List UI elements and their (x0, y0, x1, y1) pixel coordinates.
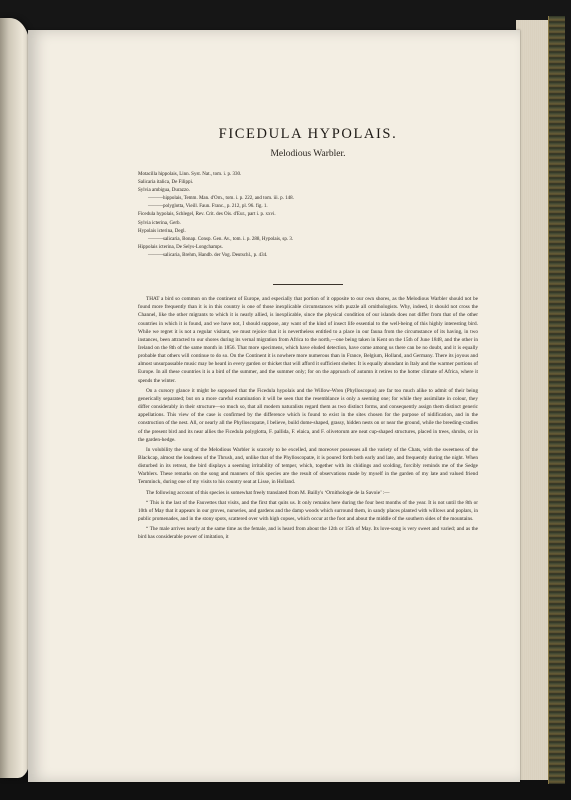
page-stack-edge (516, 20, 552, 780)
body-paragraph: The following account of this species is somewhat freely translated from M. Bailly's ‘Ornithologie de la Savoie’ :— (146, 489, 390, 496)
synonym-line: ——— salicaria, Bonap. Consp. Gen. Av., tom. i. p. 288, Hypolais, sp. 3. (138, 236, 478, 244)
previous-page-edge (0, 18, 30, 778)
synonym-list (138, 171, 478, 260)
decorative-spine-band (548, 16, 565, 784)
synonym-line: Ficedula hypolais, Schlegel, Rev. Crit. des Ois. d'Eur., part i. p. xxvi. (138, 212, 276, 218)
synonym-line: Motacilla hippolais, Linn. Syst. Nat., tom. i. p. 330. (138, 172, 242, 177)
synonym-line: ——— hippolais, Temm. Man. d'Orn., tom. i. p. 222, and tom. iii. p. 148. (138, 195, 478, 203)
synonym-line: ——— polyglotta, Vieill. Faun. Franc., p. 212, pl. 96. fig. 1. (138, 203, 478, 211)
synonym-line: Sylvia ambigua, Durazzo. (138, 188, 190, 194)
section-divider (273, 284, 343, 285)
body-text (138, 295, 478, 542)
synonym-line: Hippolais icterina, De Selys-Longchamps. (138, 244, 223, 250)
synonym-line: Salicaria italica, De Filippi. (138, 180, 194, 186)
page-subtitle: Melodious Warbler. (270, 149, 346, 159)
synonym-line: ——— salicaria, Brehm, Handb. der Vog. Deutschl., p. 434. (138, 252, 478, 260)
body-paragraph: In volubility the song of the Melodious Warbler is scarcely to be excelled, and moreover possesses all the variety of the Chats, with the sweetness of the Blackcap, almost the loudness of the Thrush, and, unlike that of the Phylloscopatæ, it is poured forth both early and late, and frequently during the night. When disturbed in its retreat, the bird displays a seeming irritability of temper, which, together with its chidings and scolding, forcibly reminds me of the Sedge Warblers. These remarks on the song and manners of this species are the result of observations made by myself in the garden of my late and valued friend Temminck, during one of my visits to his country seat at Lisse, in Holland. (138, 446, 478, 486)
synonym-line: Hypolais icterina, Degl. (138, 228, 186, 234)
body-paragraph: “ The male arrives nearly at the same time as the female, and is heard from about the 12th or 15th of May. Its love-song is very sweet and varied; and as the bird has considerable power of imitation, it (138, 526, 478, 541)
page-title: FICEDULA HYPOLAIS. (218, 126, 398, 142)
body-paragraph: THAT a bird so common on the continent of Europe, and especially that portion of it opposite to our own shores, as the Melodious Warbler should not be found more frequently than it is in this country is one of those inexplicable circumstances with puzzle all ornithologists. Why, indeed, it should not cross the Channel, like the other migrants to which it is nearly allied, is inexplicable, since the physical condition of our islands does not differ from that of the other countries in which it is found, and we have not, I should suppose, any want of the kind of insect life essential to the well-being of this highly interesting bird. While we regret it is not a regular visitant, we must rejoice that it is nevertheless entitled to a place in our fauna from the circumstance of its having, in two instances, been attracted to our shores during its vernal migration from Africa to the north,—one being taken in Kent on the 15th of June 1848, and the other in Ireland on the 8th of the same month in 1856. That more specimens, which have eluded detection, have come among us there can be no doubt, and it is equally probable that others will continue to do so. On the Continent it is nowhere more numerous than in France, Belgium, Holland, and Germany. There its joyous and almost unsurpassable music may be heard in every garden or thicket that will afford it sufficient shelter. It is equally abundant in Italy and the warmer portions of Europe. In all these countries it is a bird of the summer, and the summer only; for on the approach of autumn it retires to the hotter climate of Africa, where it spends the winter. (138, 296, 478, 384)
book-page (28, 30, 520, 782)
synonym-line: Sylvia icterina, Gerb. (138, 220, 181, 226)
page-content (138, 126, 478, 544)
body-paragraph: “ This is the last of the Fauvettes that visits, and the first that quits us. It only remains here during the four best months of the year. It is not until the 8th or 10th of May that it appears in our groves, nurseries, and gardens and the damp woods which surround them, in sandy places planted with willows and poplars, in public promenades, and in the stony spots, scattered over with high copses, which occur at the foot and about the middle of the southern sides of the mountains. (138, 499, 478, 523)
body-paragraph: On a cursory glance it might be supposed that the Ficedula hypolais and the Willow-Wren (Phylloscopus) are far too much alike to admit of their being generically separated; but on a more careful examination it will be seen that the resemblance is only a seeming one; for while they assimilate in colour, they differ considerably in their structure—so much so, that all modern naturalists regard them as two distinct forms, and consequently assign them distinct generic appellations. This view of the case is confirmed by the difference which is found to exist in the sites chosen for the purpose of nidification, and in the construction of the nest. All, or nearly all the Phylloscopatæ, I believe, build dome-shaped, grassy, hidden nests on or near the ground, while the breeding-cradles of the present bird and its near allies the Ficedula polyglotta, F. pallida, F. elaica, and F. olivetorum are neat cup-shaped structures, placed in trees, shrubs, or in the garden-hedge. (138, 387, 478, 443)
